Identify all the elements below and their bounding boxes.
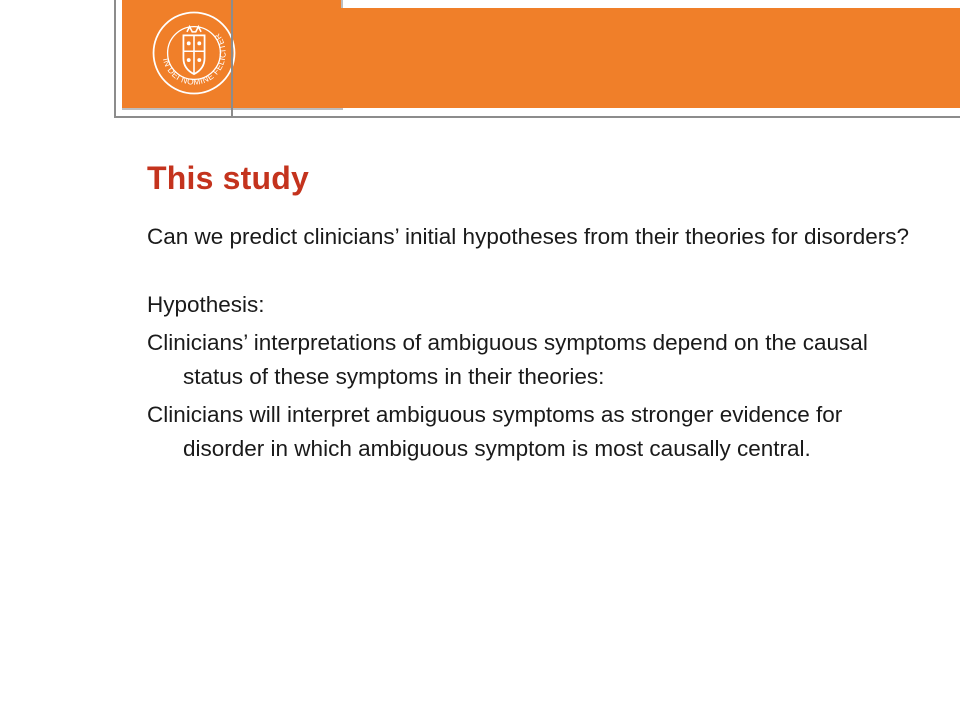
seal-motto: IN DEI NOMINE FELICITER xyxy=(160,31,228,87)
university-seal-icon xyxy=(150,6,238,100)
frame-line-left xyxy=(114,0,116,118)
research-question: Can we predict clinicians’ initial hypotheses from their theories for disorders? xyxy=(147,224,910,249)
slide-body xyxy=(147,220,927,466)
spacer xyxy=(147,254,927,288)
frame-line-bottom xyxy=(114,116,960,118)
header-bar xyxy=(238,8,960,108)
slide-title: This study xyxy=(147,160,310,196)
hypothesis-statement: Clinicians’ interpretations of ambiguous symptoms depend on the causal status of these symptoms in their theories: xyxy=(147,330,868,389)
header-frame xyxy=(114,0,960,118)
hypothesis-prediction: Clinicians will interpret ambiguous symptoms as stronger evidence for disorder in which ambiguous symptom is most causally central. xyxy=(147,402,843,461)
hypothesis-label: Hypothesis: xyxy=(147,292,265,317)
header-divider xyxy=(231,0,233,116)
